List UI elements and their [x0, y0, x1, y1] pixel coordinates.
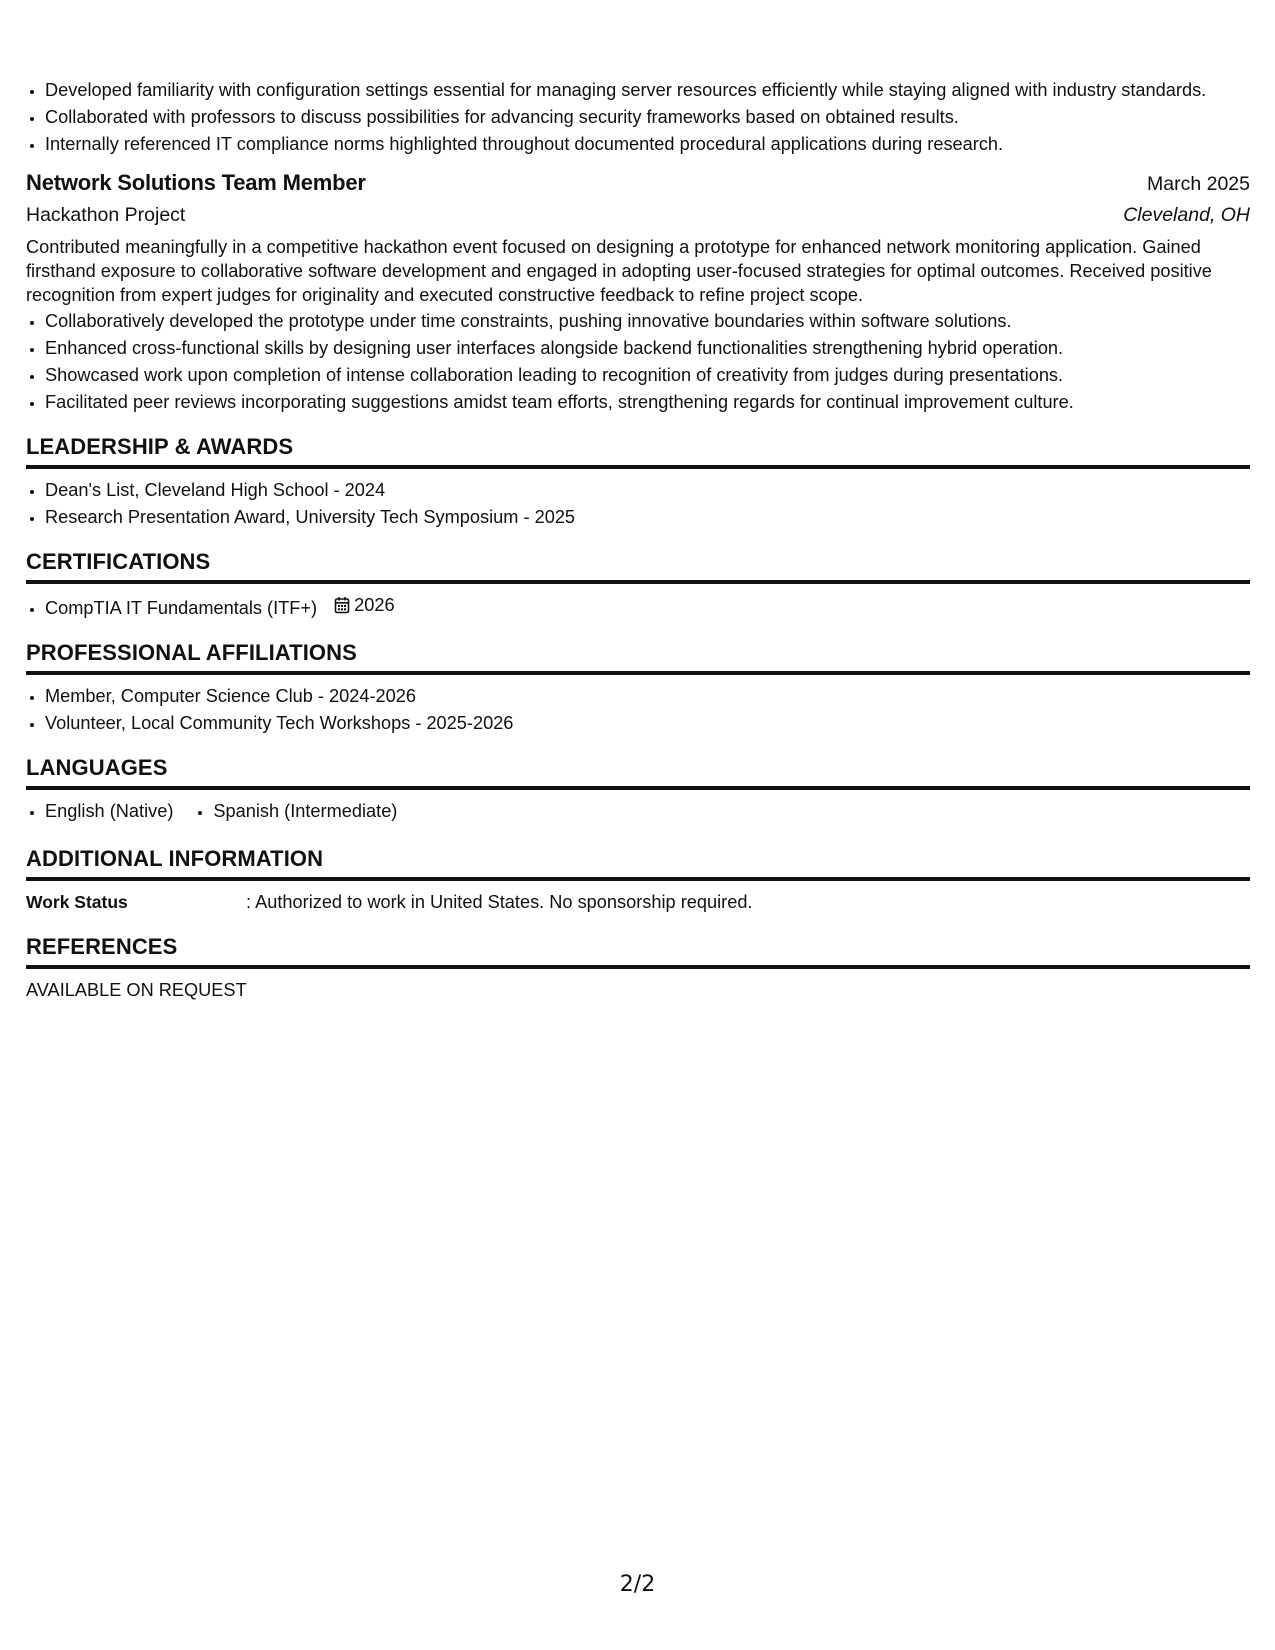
- job-bullets: [26, 309, 1250, 414]
- list-item: • Developed familiarity with configuration settings essential for managing server resources efficiently while staying aligned with industry standards.: [45, 78, 1250, 102]
- job-location: Cleveland, OH: [1123, 204, 1250, 226]
- leadership-section: [26, 434, 1250, 529]
- section-heading: PROFESSIONAL AFFILIATIONS: [26, 640, 1250, 675]
- certifications-section: [26, 549, 1250, 620]
- list-item: • Collaborated with professors to discuss possibilities for advancing security frameworks based on obtained results.: [45, 105, 1250, 129]
- job-description: Contributed meaningfully in a competitive hackathon event focused on designing a prototype for enhanced network monitoring application. Gained firsthand exposure to collaborative software development and engaged in adopting user-focused strategies for optimal outcomes. Received positive recognition from expert judges for originality and executed constructive feedback to refine project scope.: [26, 237, 1212, 305]
- section-heading: LEADERSHIP & AWARDS: [26, 434, 1250, 469]
- language-item: • Spanish (Intermediate): [213, 799, 397, 823]
- additional-info-section: [26, 846, 1250, 914]
- list-item: • Facilitated peer reviews incorporating suggestions amidst team efforts, strengthening regards for continual improvement culture.: [45, 390, 1250, 414]
- work-status-label: Work Status: [26, 892, 128, 912]
- calendar-icon: [334, 596, 350, 614]
- list-item: • Research Presentation Award, University Tech Symposium - 2025: [45, 505, 1250, 529]
- languages-section: [26, 755, 1250, 826]
- section-heading: LANGUAGES: [26, 755, 1250, 790]
- references-section: [26, 934, 1250, 1002]
- affiliations-section: [26, 640, 1250, 735]
- job-date: March 2025: [1147, 173, 1250, 195]
- section-heading: REFERENCES: [26, 934, 1250, 969]
- list-item: • Internally referenced IT compliance norms highlighted throughout documented procedural applications during research.: [45, 132, 1250, 156]
- list-item: • Showcased work upon completion of intense collaboration leading to recognition of creativity from judges during presentations.: [45, 363, 1250, 387]
- section-heading: ADDITIONAL INFORMATION: [26, 846, 1250, 881]
- list-item: • Dean's List, Cleveland High School - 2024: [45, 478, 1250, 502]
- certification-year: 2026: [354, 595, 395, 615]
- list-item: • Volunteer, Local Community Tech Workshops - 2025-2026: [45, 711, 1250, 735]
- certification-item: [45, 593, 1250, 620]
- certification-date: [334, 593, 394, 617]
- page-number: 2/2: [619, 1572, 656, 1597]
- list-item: • Collaboratively developed the prototype under time constraints, pushing innovative boundaries within software solutions.: [45, 309, 1250, 333]
- job-entry: [26, 170, 1250, 414]
- job-title: Network Solutions Team Member: [26, 170, 366, 195]
- list-item: • Enhanced cross-functional skills by designing user interfaces alongside backend functionalities strengthening hybrid operation.: [45, 336, 1250, 360]
- certification-name: CompTIA IT Fundamentals (ITF+): [45, 598, 318, 618]
- references-text: AVAILABLE ON REQUEST: [26, 980, 247, 1000]
- resume-page: [26, 78, 1250, 1002]
- work-status-value: : Authorized to work in United States. No sponsorship required.: [246, 892, 753, 912]
- section-heading: CERTIFICATIONS: [26, 549, 1250, 584]
- job-organization: Hackathon Project: [26, 204, 186, 226]
- previous-job-bullets: [26, 78, 1250, 156]
- list-item: • Member, Computer Science Club - 2024-2026: [45, 684, 1250, 708]
- language-item: • English (Native): [45, 799, 173, 823]
- work-status-row: [26, 890, 1250, 914]
